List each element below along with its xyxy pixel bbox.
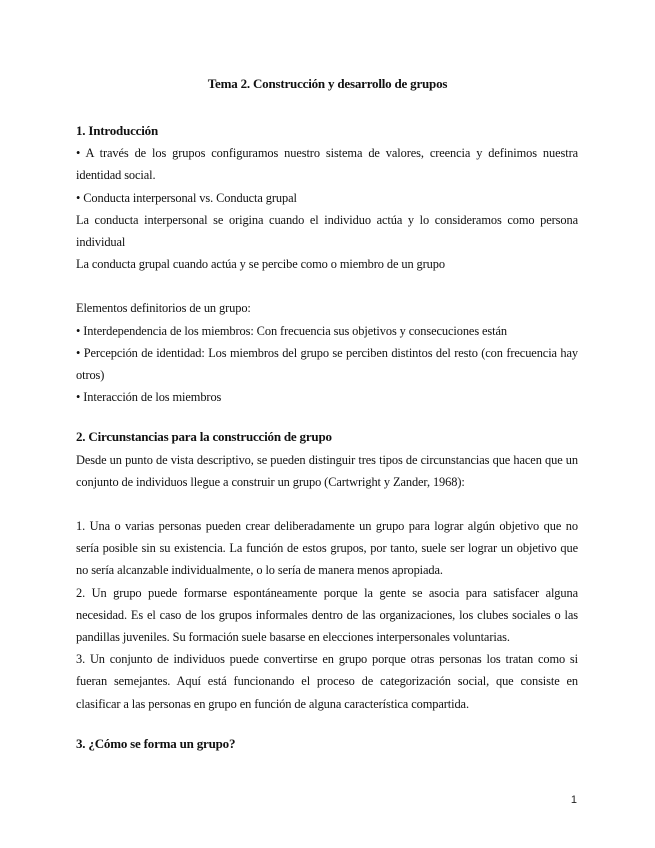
paragraph: La conducta grupal cuando actúa y se percibe como o miembro de un grupo	[76, 257, 445, 272]
section-heading-introduccion: 1. Introducción	[76, 123, 158, 138]
document-body	[76, 120, 578, 755]
section-heading-circunstancias: 2. Circunstancias para la construcción de grupo	[76, 429, 332, 445]
list-item: 2. Un grupo puede formarse espontáneamente porque la gente se asocia para satisfacer alguna necesidad. Es el caso de los grupos informales dentro de las organizaciones, los clubes sociales o las pandillas juveniles. Su formación suele basarse en elecciones interpersonales voluntarias.	[76, 585, 578, 645]
list-item: • Percepción de identidad: Los miembros del grupo se perciben distintos del resto (con frecuencia hay otros)	[76, 345, 578, 383]
list-item: 1. Una o varias personas pueden crear deliberadamente un grupo para lograr algún objetivo que no sería posible sin su existencia. La función de estos grupos, por tanto, suele ser lograr un objetivo que no sería alcanzable individualmente, o lo sería de manera menos apropiada.	[76, 519, 578, 578]
list-item: • Interdependencia de los miembros: Con frecuencia sus objetivos y consecuciones están	[76, 323, 507, 338]
list-item: 3. Un conjunto de individuos puede convertirse en grupo porque otras personas los tratan como si fueran semejantes. Aquí está funcionando el proceso de categorización social, que consiste en clasificar a las personas en grupo en función de alguna característica compartida.	[76, 652, 578, 711]
paragraph: • A través de los grupos configuramos nuestro sistema de valores, creencia y definimos nuestra identidad social.	[76, 146, 578, 183]
paragraph: • Conducta interpersonal vs. Conducta grupal	[76, 190, 297, 205]
list-item: • Interacción de los miembros	[76, 390, 222, 405]
page-number: 1	[570, 794, 577, 806]
paragraph: La conducta interpersonal se origina cuando el individuo actúa y lo consideramos como persona individual	[76, 212, 578, 250]
section-heading-como-se-forma: 3. ¿Cómo se forma un grupo?	[76, 735, 236, 751]
paragraph: Desde un punto de vista descriptivo, se pueden distinguir tres tipos de circunstancias que hacen que un conjunto de individuos llegue a construir un grupo (Cartwright y Zander, 1968):	[76, 452, 578, 489]
paragraph: Elementos definitorios de un grupo:	[76, 301, 251, 316]
page-title: Tema 2. Construcción y desarrollo de grupos	[207, 76, 448, 91]
